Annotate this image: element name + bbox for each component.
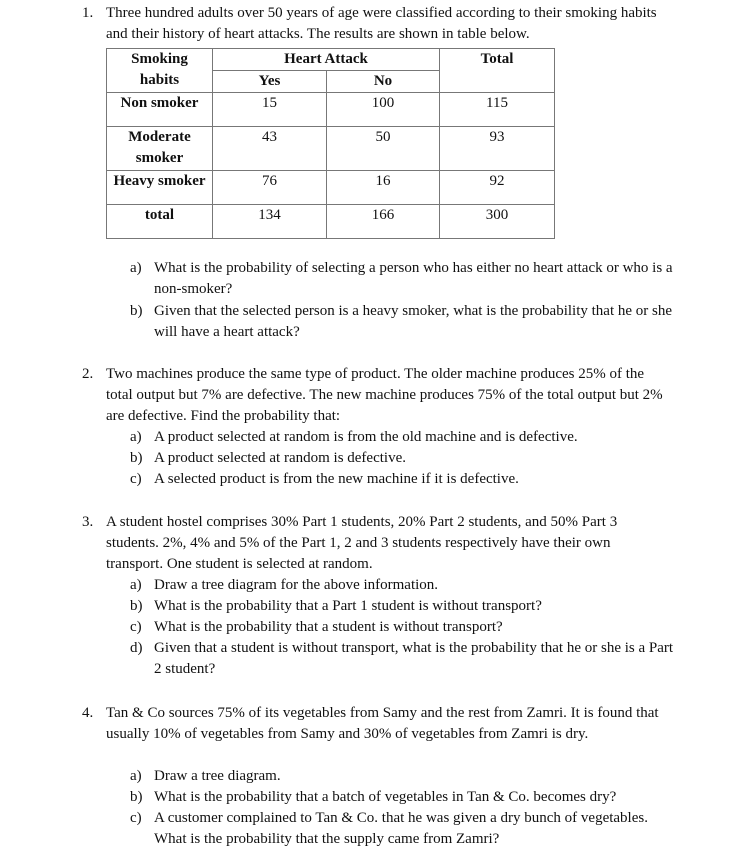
question-text: A student hostel comprises 30% Part 1 students, 20% Part 2 students, and 50% Part 3 students. 2%, 4% and 5% of the Part 1, 2 and 3 students respectively have their own transport. One student is selected at random. [106,514,618,572]
question-text: Two machines produce the same type of product. The older machine produces 25% of the total output but 7% are defective. The new machine produces 75% of the total output but 2% are defective. Find the probability that: [106,366,663,424]
question-number: 2. [82,366,94,382]
question-number: 4. [82,705,94,721]
smoking-heart-attack-table [106,48,555,239]
table-row: Non smoker 15 100 115 [107,93,555,127]
table-row: Heavy smoker 76 16 92 [107,171,555,205]
header-total: Total [440,49,555,93]
header-no: No [373,73,393,89]
question-text: Three hundred adults over 50 years of age were classified according to their smoking habits and their history of heart attacks. The results are shown in table below. [106,5,657,42]
table-row: Moderate smoker 43 50 93 [107,127,555,171]
question-number: 3. [82,514,94,530]
question-text: Tan & Co sources 75% of its vegetables from Samy and the rest from Zamri. It is found that usually 10% of vegetables from Samy and 30% of vegetables from Zamri is dry. [106,705,659,742]
header-smoking-habits: Smoking habits [107,49,213,93]
header-heart-attack: Heart Attack Yes No [213,49,440,93]
header-yes: Yes [213,71,327,92]
table-row: total 134 166 300 [107,205,555,239]
question-number: 1. [82,5,94,21]
